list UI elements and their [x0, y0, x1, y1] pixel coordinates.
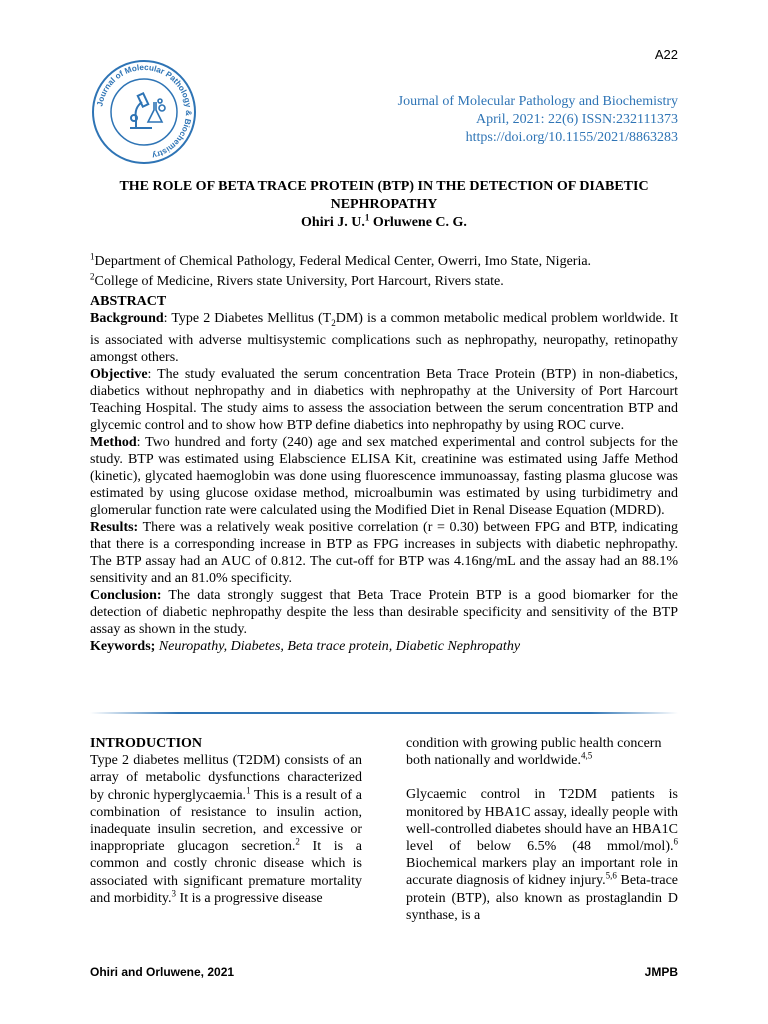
- citation-sup: 2: [295, 836, 300, 847]
- abstract-conclusion: [90, 587, 678, 638]
- text-keywords: Neuropathy, Diabetes, Beta trace protein, Diabetic Nephropathy: [155, 638, 521, 654]
- article-title-line1: THE ROLE OF BETA TRACE PROTEIN (BTP) IN THE DETECTION OF DIABETIC: [119, 179, 649, 194]
- abstract: [90, 293, 678, 655]
- label-objective: Objective: [90, 366, 148, 382]
- citation-sup: 1: [246, 784, 251, 795]
- abstract-method: [90, 434, 678, 519]
- citation-sup: 6: [673, 836, 678, 847]
- text-span: It is a common and costly chronic disease which is associated with significant premature mortality and morbidity.: [90, 839, 363, 906]
- label-background: Background: [90, 311, 164, 326]
- footer-authors: Ohiri and Orluwene, 2021: [90, 965, 235, 979]
- affiliation-item: [90, 252, 678, 272]
- author-first: Ohiri J. U.: [301, 215, 365, 230]
- text-background-a: : Type 2 Diabetes Mellitus (T: [163, 311, 332, 326]
- text-span: This is a result of a combination of resistance to insulin action, inadequate insulin secretion, and excessive or inappropriate glucagon secretion.: [90, 787, 362, 855]
- citation-sup: 3: [171, 888, 177, 899]
- paragraph-gap: [406, 769, 678, 786]
- author-first-sup: 1: [364, 212, 370, 223]
- text-conclusion: The data strongly suggest that Beta Trace Protein BTP is a good biomarker for the detection of diabetic nephropathy despite the less than desirable specificity and sensitivity of the BTP assay as shown in the study.: [90, 587, 678, 637]
- section-divider: [90, 712, 678, 714]
- citation-sup: 5,6: [605, 870, 617, 881]
- text-span: Biochemical markers play an important role in accurate diagnosis of kidney injury.: [406, 856, 678, 889]
- affiliation-text: Department of Chemical Pathology, Federal Medical Center, Owerri, Imo State, Nigeria.: [94, 254, 592, 269]
- abstract-heading: ABSTRACT: [90, 294, 167, 309]
- article-title-line2: NEPHROPATHY: [330, 197, 438, 212]
- journal-doi-link[interactable]: https://doi.org/10.1155/2021/8863283: [465, 130, 678, 145]
- text-span: Type 2 diabetes mellitus (T2DM) consists of an array of metabolic dysfunctions characterized by chronic hyperglycaemia.: [90, 753, 362, 803]
- author-second: Orluwene C. G.: [369, 215, 467, 230]
- label-keywords: Keywords;: [90, 638, 156, 654]
- svg-text:Journal of Molecular Pathology: Journal of Molecular Pathology & Biochemistry: [95, 62, 194, 161]
- abstract-objective: [90, 366, 678, 434]
- intro-heading: INTRODUCTION: [90, 736, 203, 751]
- column-left: [90, 735, 362, 907]
- footer-journal-abbrev: JMPB: [644, 965, 678, 979]
- column-right: [406, 735, 678, 924]
- journal-logo: [90, 58, 198, 166]
- text-results: There was a relatively weak positive correlation (r = 0.30) between FPG and BTP, indicating that there is a corresponding increase in BTP as FPG increases in subjects with diabetic nephropathy. The BTP assay had an AUC of 0.812. The cut-off for BTP was 4.16ng/mL and the assay had an 88.1% sensitivity and an 81.0% specificity.: [90, 519, 678, 586]
- label-method: Method: [90, 434, 137, 450]
- text-method: : Two hundred and forty (240) age and sex matched experimental and control subjects for the study. BTP was estimated using Elabscience ELISA Kit, creatinine was estimated using Jaffe Method (kinetic), glycated haemoglobin was done using fluorescence immunoassay, fasting plasma glucose was estimated by using glucose oxidase method, microalbumin was estimated by using turbidimetry and glomerular function rate were calculated using the Modified Diet in Renal Disease Equation (MDRD).: [90, 434, 678, 518]
- label-conclusion: Conclusion:: [90, 587, 162, 603]
- affiliation-sup: 2: [90, 271, 95, 282]
- abstract-keywords: [90, 638, 678, 655]
- text-span: Glycaemic control in T2DM patients is monitored by HBA1C assay, ideally people with well-controlled diabetes should have an HBA1C level of below 6.5% (48 mmol/mol).: [406, 787, 678, 855]
- text-objective: : The study evaluated the serum concentration Beta Trace Protein (BTP) in non-diabetics, diabetics without nephropathy and in diabetics with nephropathy at the University of Port Harcourt Teaching Hospital. The study aims to assess the association between the serum concentration BTP and glycemic control and to show how BTP define diabetics into nephropathy by using ROC curve.: [90, 366, 678, 433]
- journal-issue: April, 2021: 22(6) ISSN:232111373: [476, 112, 678, 127]
- article-title-block: [90, 178, 678, 232]
- text-background-b: DM) is a common metabolic medical problem worldwide. It is associated with adverse multisystemic complications such as nephropathy, neuropathy, retinopathy amongst others.: [90, 311, 678, 365]
- affiliation-sup: 1: [90, 251, 95, 262]
- subscript: 2: [331, 317, 336, 328]
- abstract-results: [90, 519, 678, 587]
- journal-seal-icon: [90, 58, 198, 166]
- label-results: Results:: [90, 519, 139, 535]
- abstract-background: [90, 310, 678, 366]
- text-span: Beta-trace protein (BTP), also known as prostaglandin D synthase, is a: [406, 873, 679, 923]
- journal-header: [398, 93, 678, 147]
- text-span: It is a progressive disease: [176, 890, 323, 906]
- journal-name: Journal of Molecular Pathology and Biochemistry: [397, 94, 678, 109]
- citation-sup: 4,5: [580, 750, 593, 761]
- affiliation-text: College of Medicine, Rivers state University, Port Harcourt, Rivers state.: [94, 274, 504, 289]
- intro-paragraph-3: [406, 786, 678, 924]
- intro-paragraph-2: [406, 735, 678, 769]
- intro-paragraph-1: [90, 752, 362, 907]
- page-number: A22: [654, 47, 678, 62]
- affiliations: [90, 252, 678, 292]
- affiliation-item: [90, 272, 678, 292]
- text-span: condition with growing public health concern both nationally and worldwide.: [406, 736, 662, 769]
- authors: [90, 214, 678, 232]
